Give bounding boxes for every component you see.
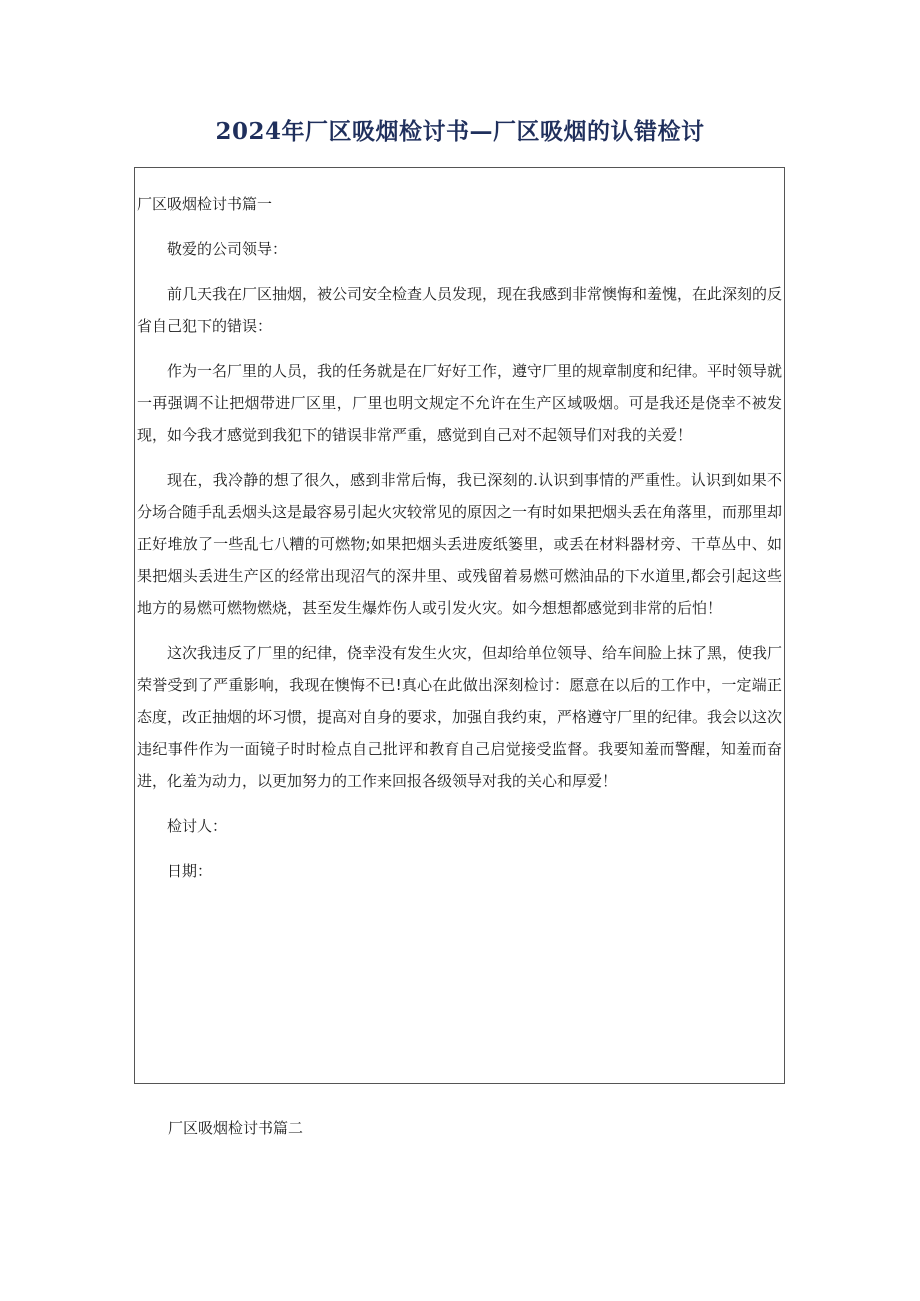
paragraph-1: 前几天我在厂区抽烟，被公司安全检查人员发现，现在我感到非常懊悔和羞愧，在此深刻的反省自己犯下的错误： bbox=[137, 285, 783, 335]
paragraph-3: 现在，我冷静的想了很久，感到非常后悔，我已深刻的.认识到事情的严重性。认识到如果不分场合随手乱丢烟头这是最容易引起火灾较常见的原因之一有时如果把烟头丢在角落里，而那里却正好堆放了一些乱七八糟的可燃物;如果把烟头丢进废纸篓里，或丢在材料器材旁、干草丛中、如果把烟头丢进生产区的经常出现沼气的深井里、或残留着易燃可燃油品的下水道里,都会引起这些地方的易燃可燃物燃烧，甚至发生爆炸伤人或引发火灾。如今想想都感觉到非常的后怕！ bbox=[137, 471, 783, 617]
paragraph-4: 这次我违反了厂里的纪律，侥幸没有发生火灾，但却给单位领导、给车间脸上抹了黑，使我厂荣誉受到了严重影响，我现在懊悔不已!真心在此做出深刻检讨：愿意在以后的工作中，一定端正态度，改正抽烟的坏习惯，提高对自身的要求，加强自我约束，严格遵守厂里的纪律。我会以这次违纪事件作为一面镜子时时检点自己批评和教育自己启觉接受监督。我要知羞而警醒，知羞而奋进，化羞为动力，以更加努力的工作来回报各级领导对我的关心和厚爱！ bbox=[137, 644, 783, 790]
section-one bbox=[137, 188, 782, 887]
signer-label: 检讨人： bbox=[167, 817, 228, 835]
section-heading: 厂区吸烟检讨书篇一 bbox=[137, 195, 273, 213]
salutation: 敬爱的公司领导： bbox=[167, 240, 288, 258]
date-label: 日期： bbox=[167, 862, 213, 880]
document-title: 2024年厂区吸烟检讨书—厂区吸烟的认错检讨 bbox=[215, 118, 705, 145]
section-two-heading: 厂区吸烟检讨书篇二 bbox=[168, 1119, 304, 1137]
paragraph-2: 作为一名厂里的人员，我的任务就是在厂好好工作，遵守厂里的规章制度和纪律。平时领导就一再强调不让把烟带进厂区里，厂里也明文规定不允许在生产区域吸烟。可是我还是侥幸不被发现，如今我才感觉到我犯下的错误非常严重，感觉到自己对不起领导们对我的关爱！ bbox=[137, 362, 783, 444]
content-box bbox=[134, 167, 785, 1084]
